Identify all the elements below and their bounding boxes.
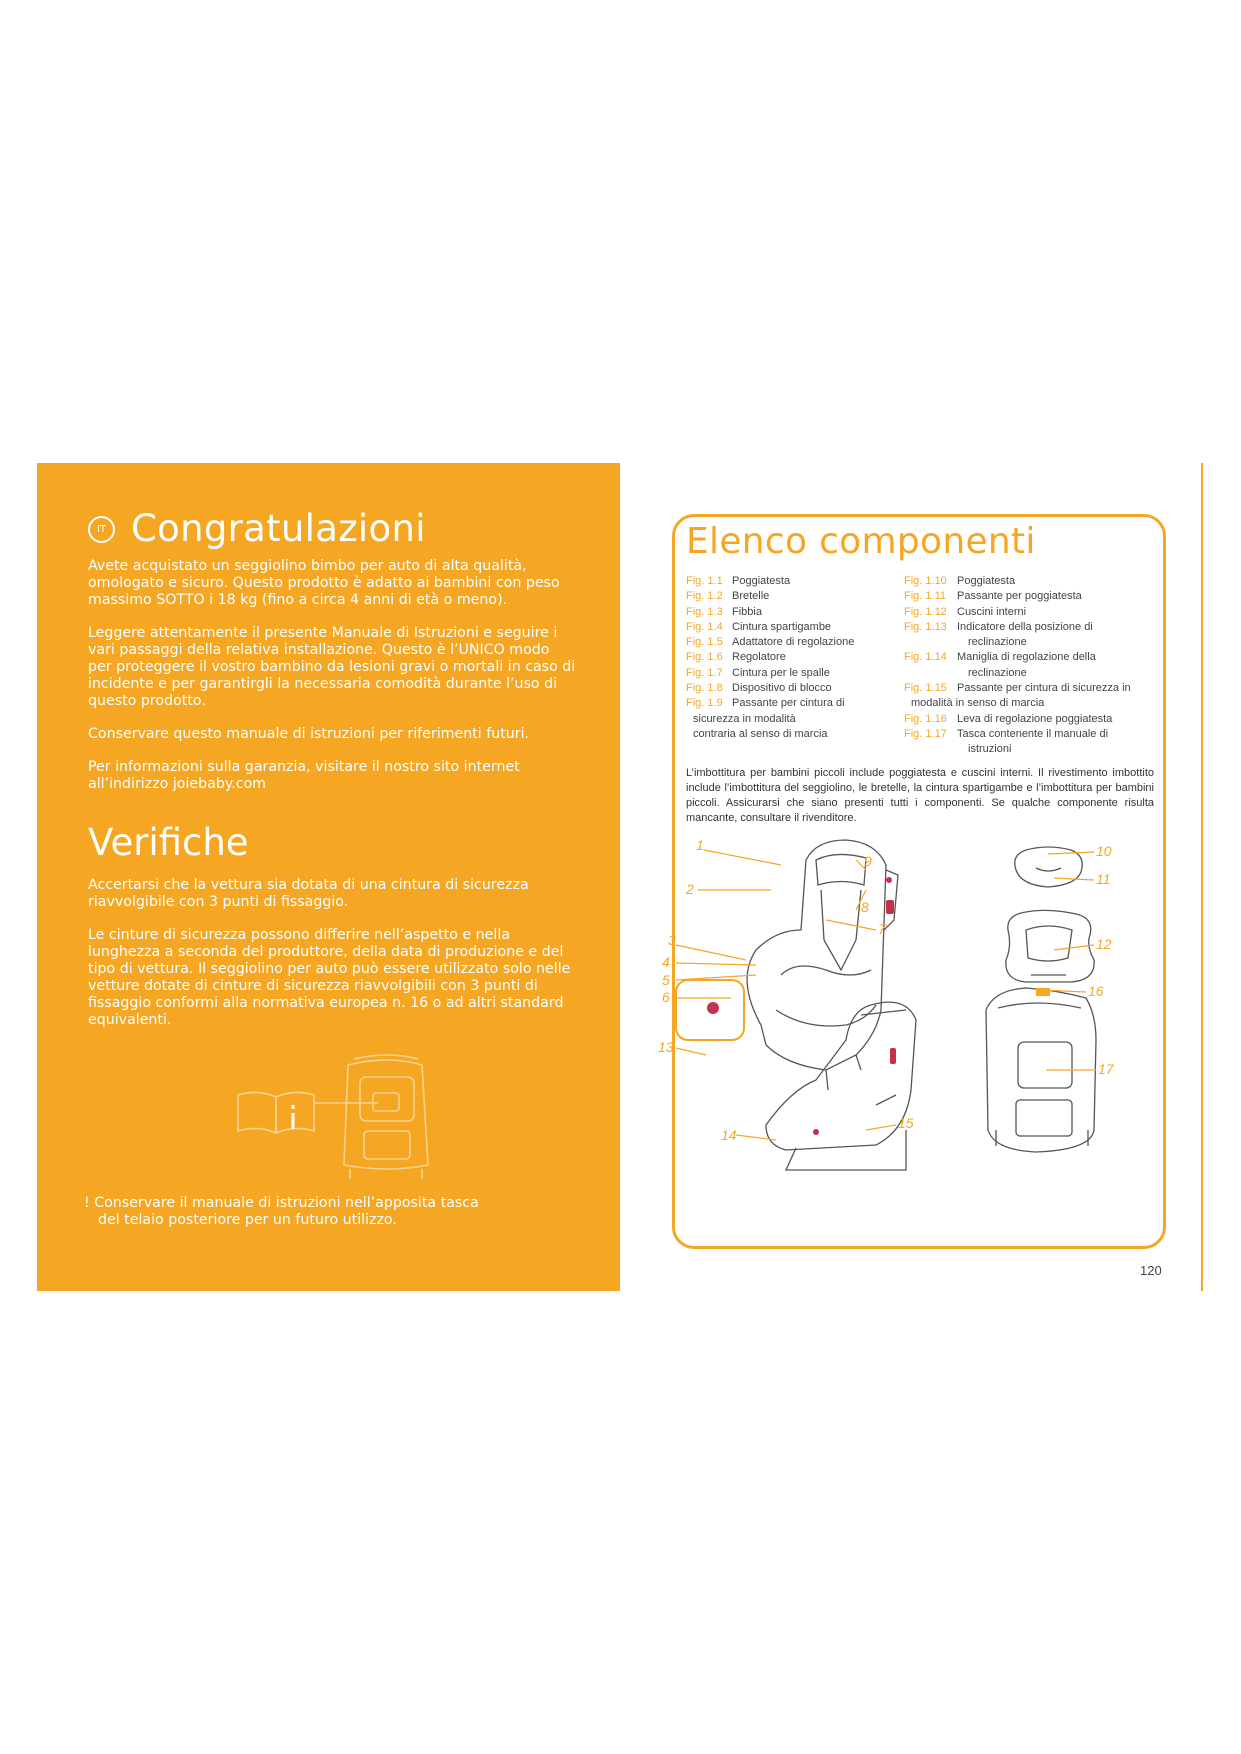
callout-6: 6 [662,989,670,1005]
parts-list-column-2 [904,574,1149,758]
list-item: Fig. 1.5 Adattatore di regolazione [686,636,855,649]
callout-9: 9 [864,853,872,869]
callout-15: 15 [898,1115,914,1131]
callout-4: 4 [662,954,670,970]
keep-manual-paragraph: Conservare questo manuale di istruzioni per riferimenti futuri. [88,725,530,742]
language-badge: IT [88,516,115,543]
red-adjuster-markers [886,877,894,914]
list-item: Fig. 1.10 Poggiatesta [904,575,1016,587]
list-item: Fig. 1.17 Tasca contenente il manuale di [904,727,1109,740]
callout-10: 10 [1096,843,1112,859]
callout-13-lever-16: 16 [1088,983,1104,999]
list-item: Fig. 1.2 Bretelle [686,590,770,603]
checks-title: Verifiche [88,820,249,864]
list-item-continuation: contraria al senso di marcia [693,727,828,740]
manual-pocket-illustration [88,1045,576,1185]
storage-note-line-2: del telaio posteriore per un futuro utilizzo. [98,1212,397,1229]
list-item: Fig. 1.16 Leva di regolazione poggiatesta [904,712,1113,725]
page-number: 120 [1140,1263,1162,1278]
list-item: Fig. 1.15 Passante per cintura di sicurezza in [904,682,1131,695]
callout-1: 1 [696,837,704,853]
list-item-continuation: istruzioni [968,743,1012,756]
callout-14: 14 [721,1127,737,1143]
list-item: Fig. 1.3 Fibbia [686,605,762,618]
intro-panel [37,463,620,1291]
components-diagram [658,830,1164,1245]
congratulations-title: Congratulazioni [131,507,426,550]
list-item: Fig. 1.11 Passante per poggiatesta [904,590,1082,603]
parts-list-column-1 [686,574,896,742]
storage-note-line-1: ! Conservare il manuale di istruzioni nell’apposita tasca [84,1195,479,1212]
list-item: Fig. 1.1 Poggiatesta [686,575,791,587]
list-item: Fig. 1.14 Maniglia di regolazione della [904,651,1096,664]
callout-2: 2 [686,881,694,897]
callout-5: 5 [662,972,670,988]
callout-12: 12 [1096,936,1112,952]
components-title: Elenco componenti [686,521,1036,562]
page-edge-line [1201,463,1203,1291]
list-item: Fig. 1.13 Indicatore della posizione di [904,620,1093,633]
callout-11: 11 [1096,871,1111,887]
list-item-continuation: reclinazione [968,666,1027,679]
instructions-paragraph: Leggere attentamente il presente Manuale di Istruzioni e seguire i vari passaggi della relativa installazione. Questo è l’UNICO modo per proteggere il vostro bambino da lesioni gravi o mortali in caso di incidente e per garantirgli la necessaria comodità durante l’uso di questo prodotto. [88,624,576,709]
callout-7: 7 [878,921,886,937]
checks-paragraph-2: Le cinture di sicurezza possono differire nell’aspetto e nella lunghezza a seconda del produttore, della data di produzione e del tipo di vettura. Il seggiolino per auto può essere utilizzato solo nelle vetture dotate di cinture di sicurezza riavvolgibili con 3 punti di fissaggio conformi alla normativa europea n. 16 o ad altri standard equivalenti. [88,927,571,1029]
list-item-continuation: modalità in senso di marcia [911,697,1045,710]
callout-13: 13 [658,1039,674,1055]
list-item: Fig. 1.8 Dispositivo di blocco [686,682,832,695]
warranty-paragraph: Per informazioni sulla garanzia, visitare il nostro sito internet all’indirizzo joiebaby.com [88,758,520,792]
callout-8: 8 [861,899,869,915]
list-item: Fig. 1.7 Cintura per le spalle [686,666,830,679]
list-item: Fig. 1.12 Cuscini interni [904,605,1027,618]
manual-pocket-icon [88,1045,576,1185]
car-seat-front-drawing [747,840,898,1090]
intro-paragraph: Avete acquistato un seggiolino bimbo per auto di alta qualità, omologato e sicuro. Questo prodotto è adatto ai bambini con peso massimo SOTTO i 18 kg (fino a circa 4 anni di età o meno). [88,557,560,608]
title-row [88,509,576,550]
list-item: Fig. 1.4 Cintura spartigambe [686,620,832,633]
callout-17: 17 [1098,1061,1114,1077]
components-description: L’imbottitura per bambini piccoli include poggiatesta e cuscini interni. Il rivestimento imbottito include l’imbottitura del seggiolino, le bretelle, la cintura spartigambe e l’imbottitura per bambini piccoli. Assicurarsi che siano presenti tutti i componenti. Se qualche componente risulta mancante, consultare il rivenditore. [686,767,1154,824]
list-item: Fig. 1.6 Regolatore [686,651,786,664]
storage-note [84,1195,576,1229]
checks-paragraph-1: Accertarsi che la vettura sia dotata di una cintura di sicurezza riavvolgibile con 3 punti di fissaggio. [88,877,529,911]
callout-leaders [676,850,1096,1140]
callout-3: 3 [668,932,676,948]
list-item: Fig. 1.9 Passante per cintura di [686,697,845,710]
list-item-continuation: reclinazione [968,636,1027,649]
list-item-continuation: sicurezza in modalità [693,712,796,725]
